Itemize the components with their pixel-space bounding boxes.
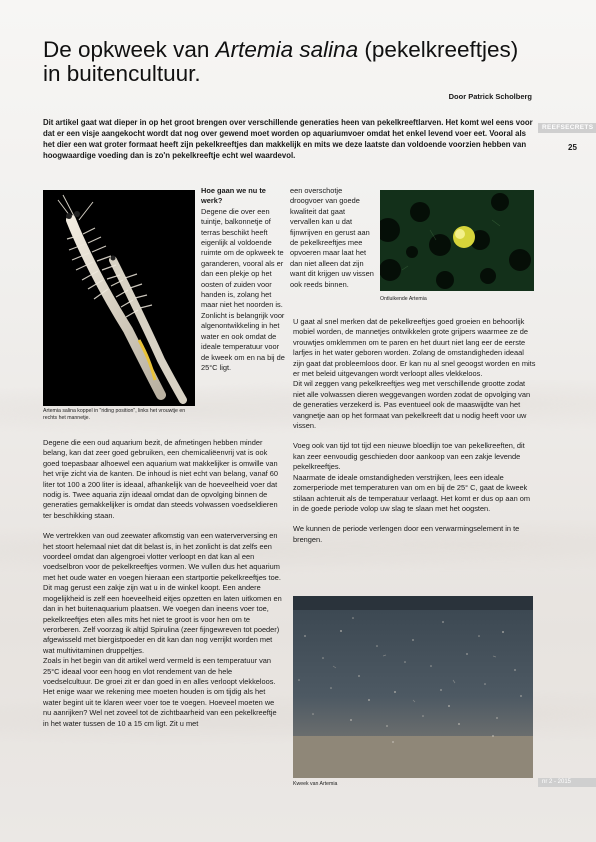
paragraph: U gaat al snel merken dat de pekelkreeftjes goed groeien en behoorlijk mobiel worden, de mannetjes ontwikkelen grote grijpers waarmee ze de vrouwtjes omklemmen om te paren en het duurt niet lang eer de eerste larfjes in het water geboren worden. Zolang de omstandigheden ideaal zijn gaat dat probleemloos door. Er kan nu al snel geoogst worden en mits er met beleid uitgevangen wordt verloopt alles vlekkeloos. Dit wil zeggen vang pekelkreeftjes weg met verschillende grootte zodat niet alle volwassen dieren weggevangen worden zodat de opvolging van de generaties verzekerd is. Pas eventueel ook de maaswijdte van het vangnetje aan op het formaat van pekelkreeft dat u nodig heeft voor uw vissen.	[293, 317, 536, 431]
photo-caption: Kweek van Artemia	[293, 781, 338, 787]
magazine-tag: REEFSECRETS	[538, 123, 596, 133]
paragraph: Zoals in het begin van dit artikel werd vermeld is een temperatuur van 25°C ideaal voor een hoog en vlot rendement van de hele voedselcultuur. De groei zit er dan goed in en alles verloopt vlekkeloos. Het enige waar we rekening mee moeten houden is om tijdig als het water begint uit te klaren weer voer toe te voegen. Hoeveel moeten we nu aanrijken? Wel net zoveel tot de zichtbaarheid van een pekelkreeftje in het water tussen de 10 a 15 cm ligt. Zit u met	[43, 656, 277, 728]
photo-caption: Artemia salina koppel in "riding position", links het vrouwtje en rechts het mannetje.	[43, 408, 186, 421]
paragraph: We kunnen de periode verlengen door een verwarmingselement in te brengen.	[293, 524, 520, 544]
photo-caption: Ontluikende Artemia	[380, 296, 427, 302]
article-title: De opkweek van Artemia salina (pekelkreeftjes) in buitencultuur.	[43, 37, 519, 86]
hatching-artemia-photo	[380, 190, 534, 291]
paragraph: Degene die een oud aquarium bezit, de afmetingen hebben minder belang, kan dat zeer goed gebruiken, een chemicaliëenvrij vat is ook goed toepasbaar alhoewel een aquarium wat makkelijker is omwille van het vrije zicht via de kanten. De inhoud is niet echt van belang, vanaf 60 liter tot 100 a 200 liter is ideaal, afhankelijk van de hoeveelheid voer dat nodig is. Twee aquaria zijn ideaal omdat dan de opvolging binnen de generaties gemakkelijker is omdat dan steeds volwassen voedseldieren ter beschikking staan.	[43, 438, 279, 520]
page-number: 25	[568, 143, 577, 152]
paragraph: Voeg ook van tijd tot tijd een nieuwe bloedlijn toe van pekelkreeften, dit kan zeer eenvoudig geschieden door aankoop van een zakje levende pekelkreeftjes. Naarmate de ideale omstandigheden verstrijken, lees een ideale zomerperiode met temperaturen van om en bij de 25° C, gaat de kweek stilaan achteruit als de temperatuur verlaagt. Het komt er dus op aan om in de goede periode volop uw slag te slaan met het oogsten.	[293, 441, 531, 513]
left-narrow-column	[201, 186, 287, 373]
intro-paragraph: Dit artikel gaat wat dieper in op het groot brengen over verschillende generaties heen van pekelkreeftlarven. Het komt wel eens voor dat er een visje aangekocht wordt dat nog over gewend moet worden op aquariumvoer omdat het enkel levend voer eet. Vooral als het dier een wat groter formaat heeft zijn pekelkreeftjes dan makkelijk en mits we deze laatste dan voldoende voorzien hebben van hoogwaardige voeding dan is zo'n pekelkreeftje echt wel waardevol.	[43, 118, 533, 160]
right-column	[293, 317, 536, 545]
artemia-couple-photo	[43, 190, 195, 406]
paragraph: We vertrekken van oud zeewater afkomstig van een waterverversing en het stoort helemaal niet dat dit belast is, in het zonlicht is dat zelfs een voordeel omdat dan algengroei vlotter verloopt en dat kan al een voedselbron voor de pekelkreeftjes vormen. We vullen dus het aquarium met het oude water en voegen hieraan een startportie pekelkreeftjes toe. Dit mag gerust een zakje zijn wat u in de winkel koopt. Een andere mogelijkheid is zelf een hoeveelheid eitjes opzetten en laten uitkomen en dan in het buitenaquarium plaatsen. We voegen dan ineens voer toe, pekelkreeftjes eten alles mits het niet te groot is voor hen om te verorberen. Zelf voorzag ik altijd Spirulina (zeer fijngewreven tot poeder) afgewisseld met biergistpoeder en dit kan dan nog verrijkt worden met wat multivitaminen druppeltjes.	[43, 531, 282, 655]
body-text: Degene die over een tuintje, balkonnetje of terras beschikt heeft eigenlijk al voldoende ruimte om de opkweek te garanderen, vooral als er dan een plekje op het oosten of zuiden voor handen is, zolang het maar niet het noorden is. Zonlicht is belangrijk voor algenontwikkeling in het water en ook omdat de ideale temperatuur voor de kweek om en na bij de 25°C ligt.	[201, 206, 285, 372]
culture-tank-photo	[293, 596, 533, 778]
middle-narrow-column: een overschotje droogvoer van goede kwaliteit dat gaat vervallen kan u dat fijnwrijven en gerust aan de pekelkreeftjes mee opvoeren maar laat het dan niet alleen dat zijn want dit krijgen uw vissen ook reeds binnen.	[290, 186, 374, 289]
left-column	[43, 438, 283, 729]
section-heading: Hoe gaan we nu te werk?	[201, 186, 266, 206]
issue-tag: nr 2 - 2015	[538, 778, 596, 787]
author-byline: Door Patrick Scholberg	[448, 92, 532, 101]
